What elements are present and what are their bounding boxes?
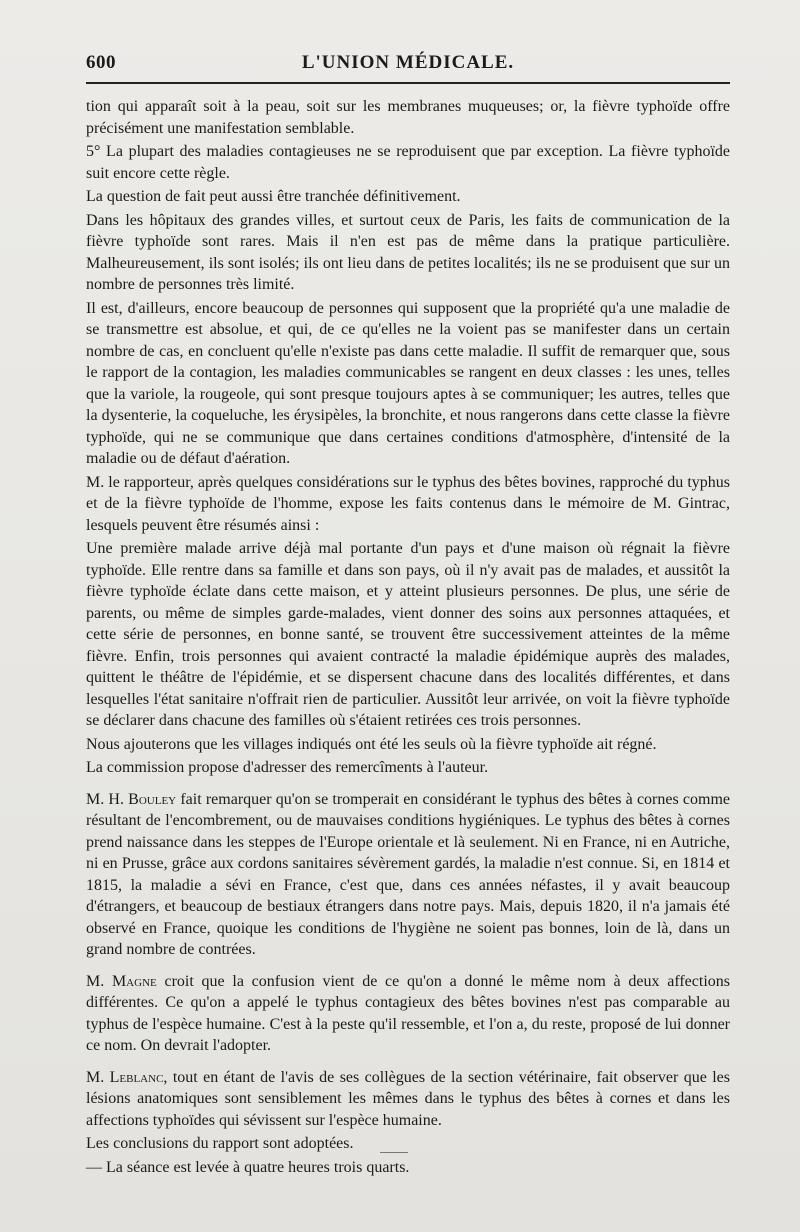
leblanc-remarks — [86, 1067, 730, 1132]
conclusion-line: Les conclusions du rapport sont adoptées. — [86, 1135, 354, 1152]
end-rule — [380, 1152, 408, 1153]
journal-title: L'UNION MÉDICALE. — [301, 52, 515, 73]
header-rule — [86, 82, 730, 84]
speaker-name: M. Leblanc — [86, 1068, 164, 1086]
bouley-remarks — [86, 789, 730, 961]
speaker-text: fait remarquer qu'on se tromperait en considérant le typhus des bêtes à cornes comme résultant de l'encombrement, ou de mauvaises conditions hygiéniques. Le typhus des bêtes à cornes prend naissance dans les steppes de l'Europe orientale et là seulement. Ni en France, ni en Autriche, ni en Prusse, grâce aux cordons sanitaires sévèrement gardés, la maladie n'est connue. Si, en 1814 et 1815, la maladie a sévi en France, c'est que, dans ces années néfastes, il y avait beaucoup d'étrangers, et beaucoup de bestiaux étrangers dans notre pays. Mais, depuis 1820, il n'a jamais été observé en France, quoique les conditions de l'hygiène ne soient pas bonnes, loin de là, dans un grand nombre de contrées. — [86, 790, 730, 958]
speaker-text: , tout en étant de l'avis de ses collègues de la section vétérinaire, fait observer que les lésions anatomiques sont sensiblement les mêmes dans le typhus des bêtes à cornes et dans les affections typhoïdes qui sévissent sur l'espèce humaine. — [86, 1068, 731, 1129]
paragraph: La question de fait peut aussi être tranchée définitivement. — [86, 188, 461, 205]
article-body — [86, 96, 730, 1178]
page-header — [86, 52, 730, 80]
paragraph: Une première malade arrive déjà mal portante d'un pays et d'une maison où régnait la fièvre typhoïde. Elle rentre dans sa famille et dans son pays, où il n'y avait pas de malades, et aussitôt la fièvre typhoïde éclate dans cette maison, et y atteint plusieurs personnes. De plus, une série de parents, ou même de simples garde-malades, vient donner des soins aux personnes attaquées, et cette série de personnes, en bonne santé, se trouvent être successivement atteintes de la même fièvre. Enfin, trois personnes qui avaient contracté la maladie épidémique auprès des malades, quittent le théâtre de l'épidémie, et se dispersent chacune dans des localités différentes, et dans lesquelles l'état sanitaire n'offrait rien de particulier. Aussitôt leur arrivée, on voit la fièvre typhoïde se déclarer dans chacune des familles où s'étaient retirées ces trois personnes. — [86, 540, 730, 729]
paragraph: Dans les hôpitaux des grandes villes, et surtout ceux de Paris, les faits de communication de la fièvre typhoïde sont rares. Mais il n'en est pas de même dans la pratique particulière. Malheureusement, ils sont isolés; ils ont lieu dans de petites localités; ils ne se produisent que sur un nombre de personnes très limité. — [86, 211, 730, 293]
speaker-name: M. Magne — [86, 972, 157, 990]
paragraph: 5° La plupart des maladies contagieuses ne se reproduisent que par exception. La fièvre typhoïde suit encore cette règle. — [86, 143, 730, 182]
paragraph: M. le rapporteur, après quelques considérations sur le typhus des bêtes bovines, rapproché du typhus et de la fièvre typhoïde de l'homme, expose les faits contenus dans le mémoire de M. Gintrac, lesquels peuvent être résumés ainsi : — [86, 473, 730, 534]
closing-line: — La séance est levée à quatre heures trois quarts. — [86, 1158, 410, 1176]
magne-remarks — [86, 971, 730, 1057]
page-number: 600 — [86, 52, 116, 73]
paragraph: La commission propose d'adresser des remercîments à l'auteur. — [86, 759, 489, 776]
paragraph: Nous ajouterons que les villages indiqués ont été les seuls où la fièvre typhoïde ait régné. — [86, 735, 657, 753]
paragraph: tion qui apparaît soit à la peau, soit sur les membranes muqueuses; or, la fièvre typhoïde offre précisément une manifestation semblable. — [86, 98, 730, 137]
speaker-text: croit que la confusion vient de ce qu'on a donné le même nom à deux affections différentes. Ce qu'on a appelé le typhus contagieux des bêtes bovines n'est pas comparable au typhus de l'espèce humaine. C'est à la peste qu'il ressemble, et l'on a, du reste, proposé de lui donner ce nom. On devrait l'adopter. — [86, 972, 731, 1054]
paragraph: Il est, d'ailleurs, encore beaucoup de personnes qui supposent que la propriété qu'a une maladie de se transmettre est absolue, et qui, de ce qu'elles ne la voient pas se manifester dans un certain nombre de cas, en concluent qu'elle n'existe pas dans cette maladie. Il suffit de remarquer que, sous le rapport de la contagion, les maladies communicables se rangent en deux classes : les unes, telles que la variole, la rougeole, qui sont presque toujours aptes à se communiquer; les autres, telles que la dysenterie, la coqueluche, les érysipèles, la bronchite, et nous rangerons dans cette classe la fièvre typhoïde, qui ne se communique que dans certaines conditions d'atmosphère, d'intensité de la maladie ou de défaut d'aération. — [86, 299, 730, 467]
speaker-name: M. H. Bouley — [86, 790, 177, 808]
